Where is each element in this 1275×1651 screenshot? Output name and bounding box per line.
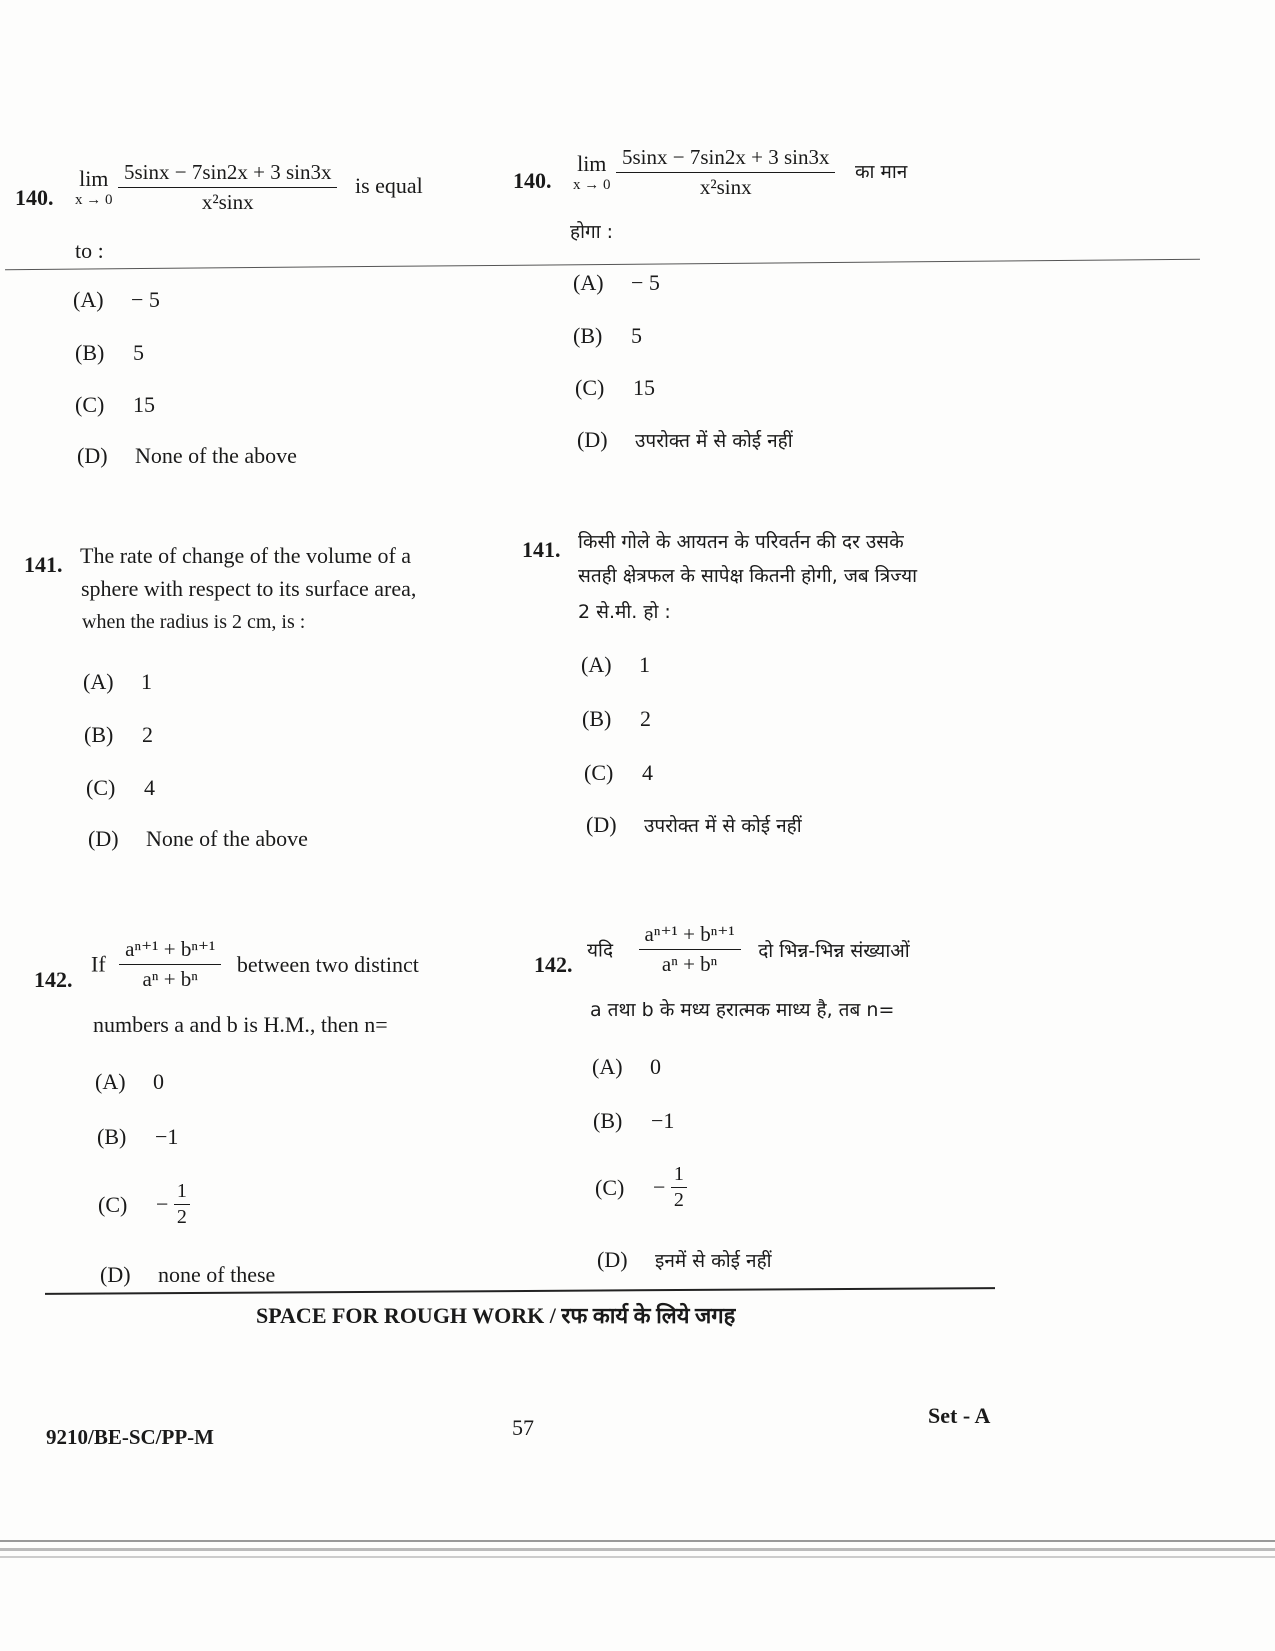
q142-hi-tail: दो भिन्न-भिन्न संख्याओं [758,939,910,962]
half-fraction: $\frac{1}{2}$ [174,1180,190,1229]
q140-en-tail2: to : [75,238,104,263]
q142-hi-option: (D) इनमें से कोई नहीं [597,1247,772,1272]
q142-hi-fraction: $\frac{\text{aⁿ⁺¹ + bⁿ⁺¹}}{\text{aⁿ + bⁿ}}$ [639,922,741,977]
scan-edge-line [0,1548,1275,1551]
q141-en-option: (C) 4 [86,775,155,800]
limit-operator: lim x → 0 [573,151,611,193]
q140-hi-tail2: होगा : [570,221,614,243]
q141-en-option: (D) None of the above [88,826,308,851]
q142-en-if: If [91,951,106,977]
q140-en-option: (D) None of the above [77,443,297,468]
q142-en-option: (A) 0 [95,1069,164,1094]
q142-en-option: (B) −1 [97,1124,179,1149]
q142-hi-expression [587,922,910,977]
q140-en-number: 140. [15,185,54,210]
q142-en-option: (D) none of these [100,1262,276,1287]
q142-en-tail: between two distinct [236,951,419,977]
q142-hi-if: यदि [587,939,614,962]
q141-en-number: 141. [24,552,63,577]
q142-hi-line2: a तथा b के मध्य हरात्मक माध्य है, तब n= [590,999,895,1021]
q142-hi-number: 142. [534,952,573,977]
q142-en-fraction: $\frac{\text{aⁿ⁺¹ + bⁿ⁺¹}}{\text{aⁿ + bⁿ}}$ [119,937,221,992]
q142-en-option: (C) − $\frac{1}{2}$ [98,1180,190,1229]
paper-code: 9210/BE-SC/PP-M [46,1425,214,1449]
q140-hi-option: (A) − 5 [573,270,660,295]
page-number: 57 [512,1415,534,1440]
q141-en-option: (B) 2 [84,722,153,747]
rough-work-label: SPACE FOR ROUGH WORK / रफ कार्य के लिये जगह [256,1303,736,1328]
q142-en-line2: numbers a and b is H.M., then n= [93,1012,388,1037]
q141-hi-option: (B) 2 [582,706,651,731]
q140-hi-tail: का मान [854,160,908,183]
q141-hi-line: 2 से.मी. हो : [578,601,671,623]
q142-en-number: 142. [34,967,73,992]
q140-en-option: (A) − 5 [73,287,160,312]
q142-hi-option: (B) −1 [593,1108,675,1133]
q142-hi-option: (C) − $\frac{1}{2}$ [595,1163,687,1212]
q140-hi-option: (B) 5 [573,323,642,348]
q140-en-expression [75,160,423,215]
q140-en-fraction: $\frac{5\sin x - 7\sin 2x + 3 \sin 3x}{\text{x²sinx}}$ [118,160,337,215]
scan-edge-line [0,1556,1275,1558]
q140-hi-expression [573,145,907,200]
q141-en-line: The rate of change of the volume of a [80,543,412,568]
q141-en-line: sphere with respect to its surface area, [81,576,417,601]
rough-work-divider [45,1287,995,1295]
q142-hi-option: (A) 0 [592,1054,661,1079]
q141-hi-line: सतही क्षेत्रफल के सापेक्ष कितनी होगी, जब त्रिज्या [578,565,918,587]
q141-hi-option: (A) 1 [581,652,650,677]
q140-hi-number: 140. [513,168,552,193]
q140-hi-fraction: $\frac{5\sin x - 7\sin 2x + 3 \sin 3x}{\text{x²sinx}}$ [616,145,835,200]
q141-hi-number: 141. [522,537,561,562]
scan-edge-line [0,1540,1275,1542]
q141-hi-option: (D) उपरोक्त में से कोई नहीं [586,812,802,837]
q141-en-line: when the radius is 2 cm, is : [82,611,306,633]
limit-operator: lim x → 0 [75,166,113,208]
q140-en-option: (C) 15 [75,392,155,417]
top-divider [5,259,1200,270]
set-label: Set - A [928,1403,991,1428]
q141-hi-line: किसी गोले के आयतन के परिवर्तन की दर उसके [578,531,904,553]
q140-hi-option: (D) उपरोक्त में से कोई नहीं [577,427,793,452]
q142-en-expression [91,937,419,992]
q140-hi-option: (C) 15 [575,375,655,400]
q141-en-option: (A) 1 [83,669,152,694]
q140-en-tail: is equal [354,172,423,198]
q140-en-option: (B) 5 [75,340,144,365]
half-fraction: $\frac{1}{2}$ [671,1163,687,1212]
q141-hi-option: (C) 4 [584,760,653,785]
